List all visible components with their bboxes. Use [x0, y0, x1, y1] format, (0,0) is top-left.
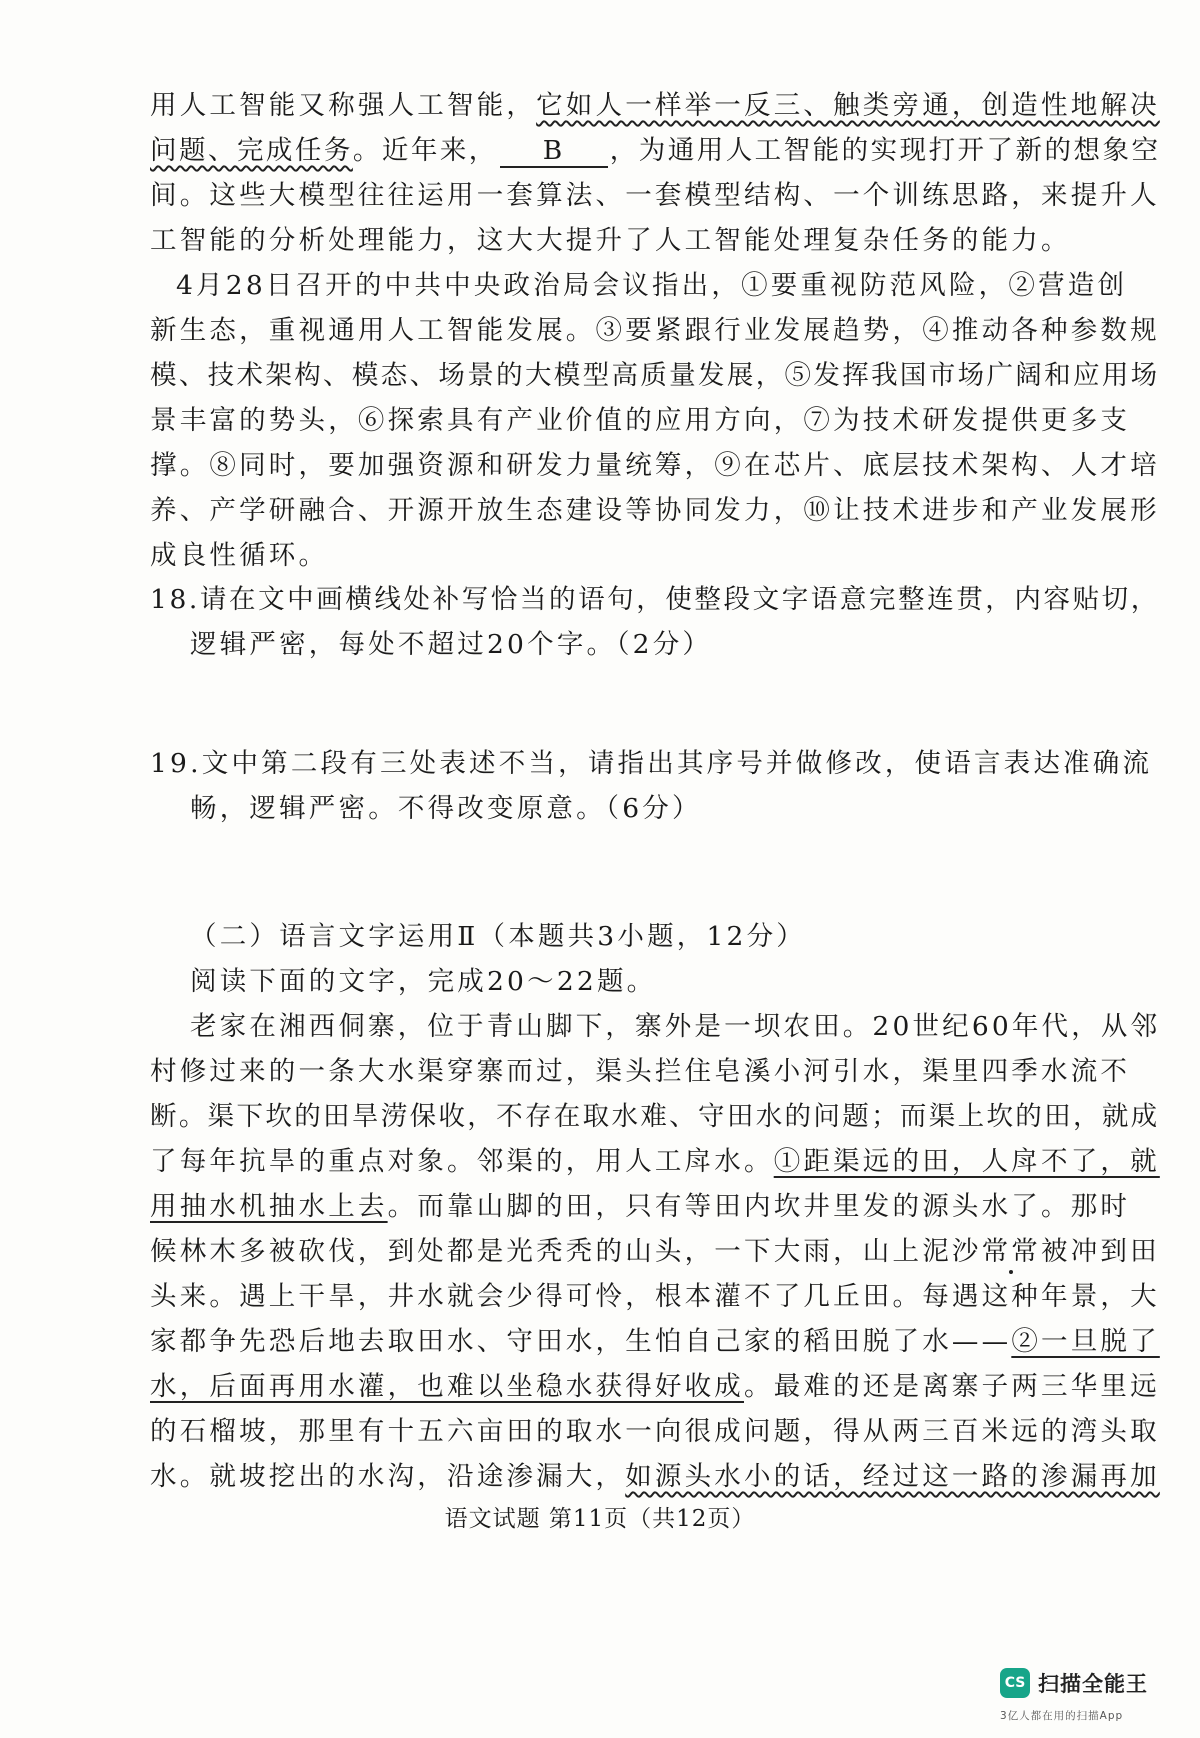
- passage2-line-2: 新生态，重视通用人工智能发展。③要紧跟行业发展趋势，④推动各种参数规: [150, 315, 1160, 346]
- passage3-line-11: [150, 1457, 1160, 1497]
- wavy-underlined-text: 问题、完成任务: [150, 135, 353, 166]
- camscanner-logo: [1000, 1668, 1148, 1698]
- passage1-line-2: [150, 131, 1160, 171]
- passage3-line-6: [150, 1232, 1160, 1272]
- wavy-underlined-text: 如源头水小的话，经过这一路的渗漏再加: [625, 1461, 1160, 1492]
- passage3-line-7: 头来。遇上干旱，井水就会少得可怜，根本灌不了几丘田。每遇这种年景，大: [150, 1281, 1160, 1312]
- passage1-line-1: [150, 86, 1160, 126]
- passage3-text: 水。就坡挖出的水沟，沿途渗漏大，: [150, 1461, 626, 1492]
- passage2-line-4: 景丰富的势头，⑥探索具有产业价值的应用方向，⑦为技术研发提供更多支: [150, 405, 1131, 436]
- question-18-line-1: 18.请在文中画横线处补写恰当的语句，使整段文字语意完整连贯，内容贴切，: [150, 584, 1160, 615]
- passage1-text: 。近年来，: [352, 135, 498, 166]
- passage2-line-6: 养、产学研融合、开源开放生态建设等协同发力，⑩让技术进步和产业发展形: [150, 495, 1160, 526]
- passage3-text: 。而靠山脚的田，只有等田内坎井里发的源头水了。那时: [387, 1191, 1131, 1222]
- question-18-line-2: 逻辑严密，每处不超过20个字。（2分）: [190, 629, 713, 660]
- passage3-text: 家都争先恐后地去取田水、守田水，生怕自己家的稻田脱了水——: [150, 1326, 1012, 1357]
- section-instruction: 阅读下面的文字，完成20～22题。: [190, 966, 657, 997]
- section-heading: （二）语言文字运用Ⅱ（本题共3小题，12分）: [190, 921, 806, 952]
- question-19-line-1: 19.文中第二段有三处表述不当，请指出其序号并做修改，使语言表达准确流: [150, 748, 1153, 779]
- passage3-line-3: 断。渠下坎的田旱涝保收，不存在取水难、守田水的问题；而渠上坎的田，就成: [150, 1101, 1160, 1132]
- passage3-line-9: [150, 1367, 1160, 1407]
- watermark-tagline: 3亿人都在用的扫描App: [1000, 1710, 1124, 1722]
- passage3-line-1: 老家在湘西侗寨，位于青山脚下，寨外是一坝农田。20世纪60年代，从邻: [190, 1011, 1161, 1042]
- passage2-line-5: 撑。⑧同时，要加强资源和研发力量统筹，⑨在芯片、底层技术架构、人才培: [150, 450, 1160, 481]
- underlined-sentence-1: ①距渠远的田，人戽不了，就: [773, 1146, 1160, 1177]
- underlined-sentence-1: 用抽水机抽水上去: [150, 1191, 388, 1222]
- passage1-text: 用人工智能又称强人工智能，: [150, 90, 537, 121]
- passage2-line-1: 4月28日召开的中共中央政治局会议指出，①要重视防范风险，②营造创: [176, 270, 1128, 301]
- passage3-text: 被冲到田: [1041, 1236, 1160, 1267]
- passage2-line-3: 模、技术架构、模态、场景的大模型高质量发展，⑤发挥我国市场广阔和应用场: [150, 360, 1160, 391]
- passage1-line-4: 工智能的分析处理能力，这大大提升了人工智能处理复杂任务的能力。: [150, 225, 1071, 256]
- underlined-sentence-2: ②一旦脱了: [1011, 1326, 1160, 1357]
- passage3-line-8: [150, 1322, 1160, 1362]
- blank-b: B: [500, 136, 608, 168]
- passage3-line-10: 的石榴坡，那里有十五六亩田的取水一向很成问题，得从两三百米远的湾头取: [150, 1416, 1160, 1447]
- cs-badge-icon: CS: [1000, 1668, 1030, 1698]
- passage3-line-5: [150, 1187, 1130, 1227]
- passage3-text: 了每年抗旱的重点对象。邻渠的，用人工戽水。: [150, 1146, 774, 1177]
- passage1-text: ，为通用人工智能的实现打开了新的想象空: [609, 135, 1161, 166]
- passage3-text: 候林木多被砍伐，到处都是光秃秃的山头，一下大雨，山上泥沙: [150, 1236, 982, 1267]
- underlined-sentence-2: 水，后面再用水灌，也难以坐稳水获得好收成: [150, 1371, 744, 1402]
- dotted-emphasis: [982, 1236, 1041, 1267]
- page-footer: 语文试题 第11页（共12页）: [444, 1506, 756, 1532]
- passage3-text: 。最难的还是离寨子两三华里远: [744, 1371, 1160, 1402]
- passage1-line-3: 间。这些大模型往往运用一套算法、一套模型结构、一个训练思路，来提升人: [150, 180, 1160, 211]
- question-19-line-2: 畅，逻辑严密。不得改变原意。（6分）: [190, 793, 702, 824]
- dotted-word: 常常: [981, 1236, 1042, 1267]
- passage3-line-2: 村修过来的一条大水渠穿寨而过，渠头拦住皂溪小河引水，渠里四季水流不: [150, 1056, 1131, 1087]
- passage3-line-4: [150, 1142, 1160, 1182]
- wavy-underlined-text: 它如人一样举一反三、触类旁通，创造性地解决: [536, 90, 1160, 121]
- watermark-name: 扫描全能王: [1038, 1672, 1148, 1696]
- passage2-line-7: 成良性循环。: [150, 540, 329, 571]
